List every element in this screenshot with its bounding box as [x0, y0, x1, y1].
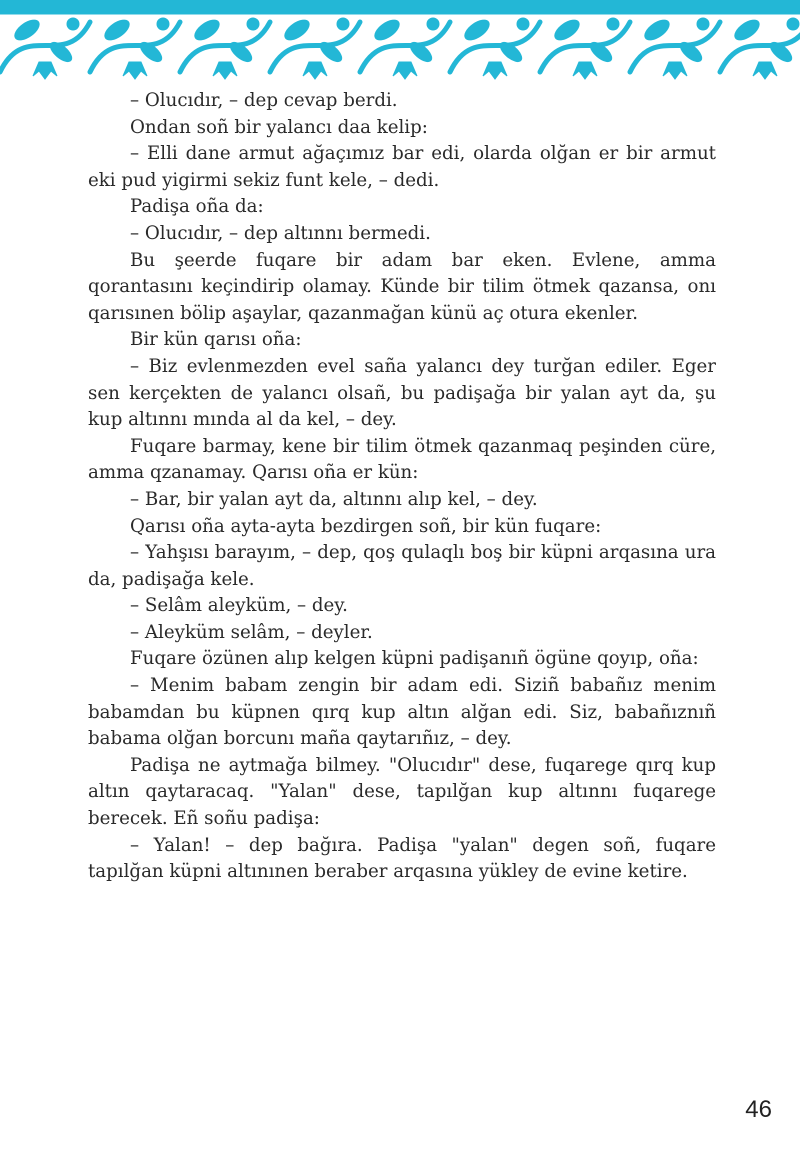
- paragraph: – Olucıdır, – dep cevap berdi.: [130, 90, 398, 111]
- paragraph: – Biz evlenmezden evel saña yalancı dey turğan ediler. Eger sen kerçekten de yalancı olsañ, bu padişağa bir yalan ayt da, şu kup altınnı mında al da kel, – dey.: [88, 355, 716, 431]
- paragraph: – Aleyküm selâm, – deyler.: [130, 621, 373, 643]
- paragraph: Padişa oña da:: [130, 196, 264, 218]
- paragraph: Fuqare barmay, kene bir tilim ötmek qazanmaq peşinden cüre, amma qzanamay. Qarısı oña er kün:: [88, 435, 716, 484]
- paragraph: – Bar, bir yalan ayt da, altınnı alıp kel, – dey.: [130, 488, 538, 510]
- paragraph: Fuqare özünen alıp kelgen küpni padişanıñ ögüne qoyıp, oña:: [130, 648, 699, 670]
- paragraph: Padişa ne aytmağa bilmey. "Olucıdır" dese, fuqaregе qırq kup altın qaytaracaq. "Yalan" dese, tapılğan kup altınnı fuqaregе berecek. Eñ soñu padişa:: [88, 754, 716, 830]
- paragraph: – Yalan! – dep bağıra. Padişa "yalan" degen soñ, fuqare tapılğan küpni altınınen beraber arqasına yükley de evine ketire.: [88, 834, 716, 883]
- paragraph: – Olucıdır, – dep altınnı bermedi.: [130, 222, 431, 244]
- paragraph: – Yahşısı barayım, – dep, qoş qulaqlı boş bir küpni arqasına ura da, padişağa kele.: [88, 542, 716, 590]
- paragraph: – Elli dane armut ağaçımız bar edi, olarda olğan er bir armut eki pud yigirmi sekiz funt kele, – dedi.: [88, 143, 716, 191]
- paragraph: Qarısı oña ayta-ayta bezdirgen soñ, bir kün fuqare:: [130, 515, 602, 537]
- paragraph: Bu şeerde fuqare bir adam bar eken. Evlene, amma qorantasını keçindirip olamay. Künde bir tilim ötmek qazansa, onı qarısınen bölip aşaylar, qazanmağan künü aç otura ekenler.: [88, 249, 716, 324]
- page-number: 46: [745, 1096, 772, 1123]
- paragraph: Bir kün qarısı oña:: [130, 329, 302, 351]
- paragraph: Ondan soñ bir yalancı daa kelip:: [130, 116, 428, 138]
- decorative-floral-border: [0, 0, 800, 82]
- paragraph: – Selâm aleyküm, – dey.: [130, 595, 348, 617]
- story-text: [88, 88, 716, 886]
- paragraph: – Menim babam zengin bir adam edi. Siziñ babañız menim babamdan bu küpnen qırq kup altın alğan edi. Siz, babañıznıñ babama olğan borcunı maña qaytarıñız, – dey.: [88, 675, 716, 750]
